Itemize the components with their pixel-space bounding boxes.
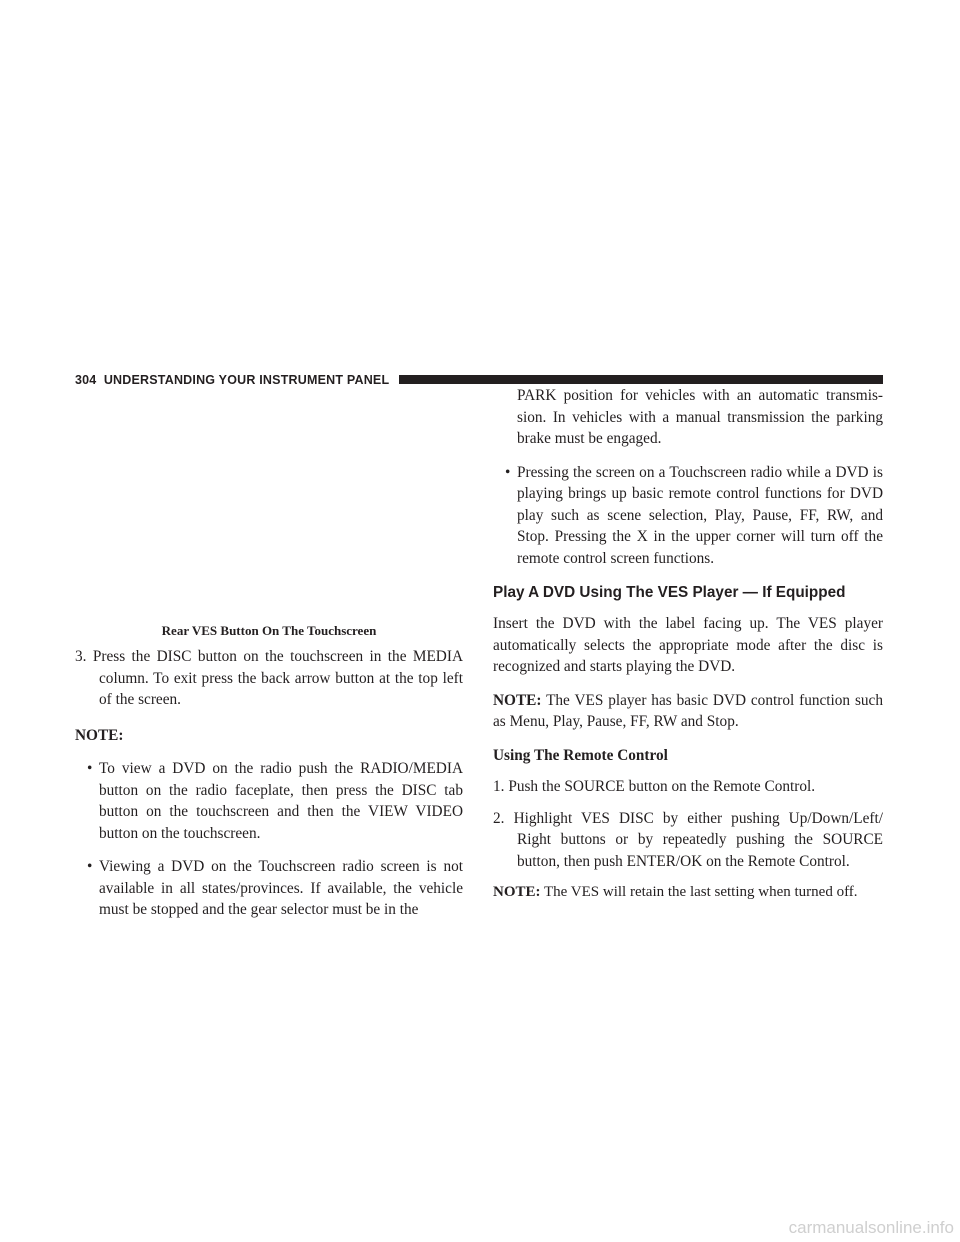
note-text: The VES player has basic DVD control function such as Menu, Play, Pause, FF, RW and Stop.: [493, 691, 883, 730]
bullet-text: Viewing a DVD on the Touchscreen radio screen is not available in all states/provinces. If available, the vehicle must be stopped and the gear selector must be in the: [99, 858, 463, 918]
step-3: [75, 646, 463, 711]
subheading: Using The Remote Control: [493, 746, 668, 764]
bullet-item: [493, 462, 883, 570]
bullet-item: [75, 758, 463, 844]
bullet-text: Pressing the screen on a Touchscreen radio while a DVD is playing brings up basic remote control functions for DVD play such as scene selection, Play, Pause, FF, RW, and Stop. Pressing the X in the upper corner will turn off the remote control screen functions.: [517, 463, 883, 567]
note-label: NOTE:: [493, 884, 541, 900]
figure-caption: Rear VES Button On The Touchscreen: [161, 623, 377, 638]
note-heading: [75, 725, 463, 747]
intro-paragraph: Insert the DVD with the label facing up. The VES player automatically selects the appropriate mode after the disc is recognized and starts playing the DVD.: [493, 615, 883, 675]
note-paragraph: [493, 690, 883, 733]
note-label: NOTE:: [75, 726, 124, 744]
bullet-icon: •: [87, 760, 93, 777]
bullet-icon: •: [505, 463, 511, 481]
step-1: [493, 776, 883, 798]
page-number: 304: [75, 373, 97, 387]
left-column: [75, 646, 463, 921]
header-label: [75, 372, 389, 388]
watermark: carmanualsonline.info: [788, 1218, 954, 1237]
right-column: [493, 385, 883, 904]
section-title: UNDERSTANDING YOUR INSTRUMENT PANEL: [103, 373, 390, 387]
note-text: The VES will retain the last setting when turned off.: [544, 884, 858, 900]
step-3-text: Press the DISC button on the touchscreen in the MEDIA column. To exit press the back arrow button at the top left of the screen.: [92, 648, 463, 708]
step-number: 1.: [493, 778, 505, 795]
note-paragraph: [493, 882, 883, 904]
section-heading: Play A DVD Using The VES Player — If Equipped: [493, 584, 846, 601]
step-text: Highlight VES DISC by either pushing Up/Down/Left/ Right buttons or by repeatedly pushing the SOURCE button, then push ENTER/OK on the Remote Control.: [513, 809, 883, 870]
step-number: 2.: [493, 809, 505, 827]
header-rule: [399, 375, 883, 384]
bullet-icon: •: [87, 858, 93, 875]
step-3-number: 3.: [75, 648, 87, 665]
continued-paragraph: PARK position for vehicles with an automatic transmis- sion. In vehicles with a manual transmission the parking brake must be engaged.: [517, 387, 883, 447]
bullet-item: [75, 856, 463, 921]
step-2: [493, 808, 883, 873]
note-label: NOTE:: [493, 691, 542, 709]
bullet-text: To view a DVD on the radio push the RADIO/MEDIA button on the radio faceplate, then press the DISC tab button on the touchscreen and then the VIEW VIDEO button on the touchscreen.: [99, 760, 463, 842]
step-text: Push the SOURCE button on the Remote Control.: [508, 778, 816, 795]
